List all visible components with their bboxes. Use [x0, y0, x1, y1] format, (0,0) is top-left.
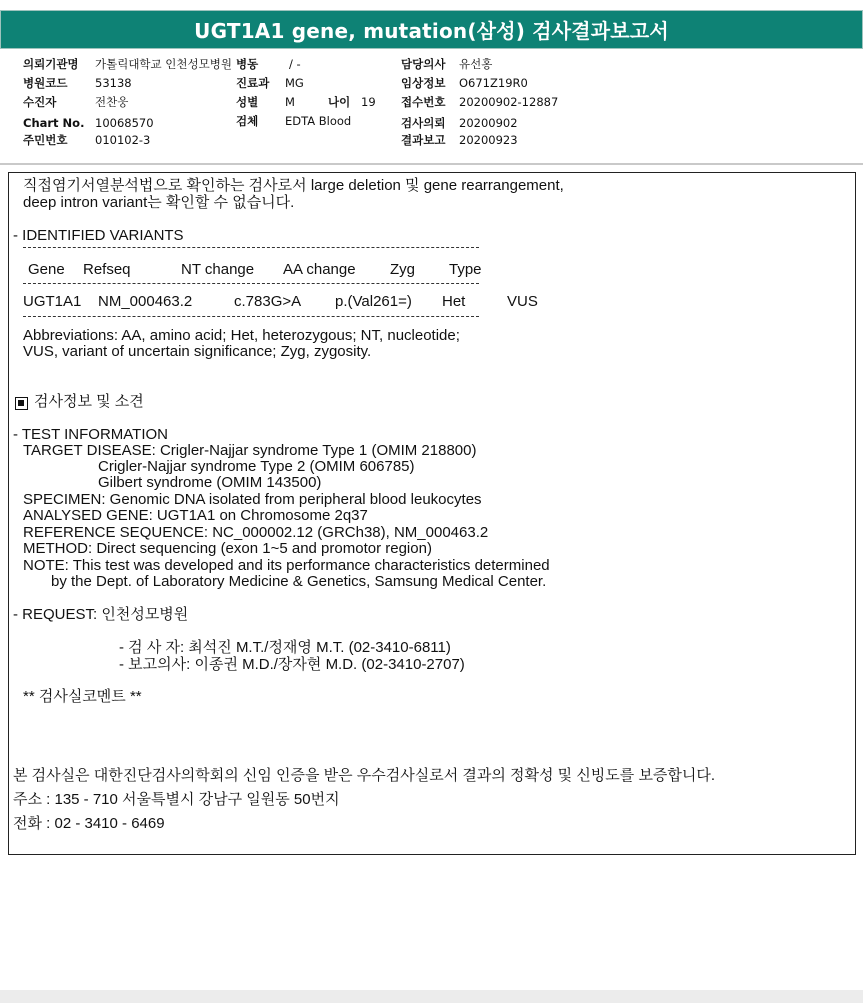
section-heading: 검사정보 및 소견	[34, 393, 144, 410]
age-label: 나이	[328, 95, 351, 109]
age-value: 19	[361, 95, 376, 109]
bottom-bar	[0, 990, 863, 1003]
variant-zyg: Het	[442, 293, 466, 310]
ssn-label: 주민번호	[23, 133, 68, 147]
variant-aa-change: p.(Val261=)	[335, 293, 412, 310]
patient-label: 수진자	[23, 95, 57, 109]
analysed-gene-line: ANALYSED GENE: UGT1A1 on Chromosome 2q37	[23, 507, 368, 524]
col-refseq: Refseq	[83, 261, 131, 278]
test-information-heading: - TEST INFORMATION	[13, 426, 169, 443]
report-title-bar	[0, 10, 863, 49]
doctor-value: 유선홍	[459, 57, 493, 71]
report-date-label: 결과보고	[401, 133, 446, 147]
abbreviations-line-1: Abbreviations: AA, amino acid; Het, heterozygous; NT, nucleotide;	[23, 327, 460, 344]
hospital-code-label: 병원코드	[23, 76, 68, 90]
sex-label: 성별	[236, 95, 259, 109]
target-disease-line-2: Crigler-Najjar syndrome Type 2 (OMIM 606785)	[98, 458, 415, 475]
request-date-label: 검사의뢰	[401, 116, 446, 130]
clinical-info-value: O671Z19R0	[459, 76, 528, 90]
ward-value: / -	[289, 57, 301, 71]
ssn-value: 010102-3	[95, 133, 151, 147]
dept-label: 진료과	[236, 76, 270, 90]
target-disease-line-1: TARGET DISEASE: Crigler-Najjar syndrome Type 1 (OMIM 218800)	[23, 442, 477, 459]
dept-value: MG	[285, 76, 304, 90]
reporter-line: - 보고의사: 이종권 M.D./장자현 M.D. (02-3410-2707)	[119, 656, 465, 673]
variant-nt-change: c.783G>A	[234, 293, 302, 310]
intro-line-1: 직접염기서열분석법으로 확인하는 검사로서 large deletion 및 gene rearrangement,	[23, 177, 564, 194]
report-body	[8, 172, 856, 855]
chart-no-label: Chart No.	[23, 116, 85, 130]
reference-sequence-line: REFERENCE SEQUENCE: NC_000002.12 (GRCh38), NM_000463.2	[23, 524, 489, 541]
specimen-label: 검체	[236, 114, 259, 128]
lab-comment-heading: ** 검사실코멘트 **	[23, 688, 142, 705]
col-zyg: Zyg	[390, 261, 416, 278]
note-line-1: NOTE: This test was developed and its performance characteristics determined	[23, 557, 550, 574]
address-line: 주소 : 135 - 710 서울특별시 강남구 일원동 50번지	[13, 791, 340, 808]
certification-line: 본 검사실은 대한진단검사의학회의 신임 인증을 받은 우수검사실로서 결과의 정확성 및 신빙도를 보증합니다.	[13, 767, 716, 784]
request-line: - REQUEST: 인천성모병원	[13, 606, 189, 623]
variant-refseq: NM_000463.2	[98, 293, 193, 310]
header-divider	[0, 163, 863, 165]
col-aa-change: AA change	[283, 261, 356, 278]
variant-type: VUS	[507, 293, 538, 310]
clinical-info-label: 임상정보	[401, 76, 446, 90]
report-title: UGT1A1 gene, mutation(삼성) 검사결과보고서	[194, 19, 669, 43]
section-square-icon	[15, 397, 28, 410]
hospital-code-value: 53138	[95, 76, 132, 90]
variant-gene: UGT1A1	[23, 293, 82, 310]
abbreviations-line-2: VUS, variant of uncertain significance; Zyg, zygosity.	[23, 343, 372, 360]
specimen-value: EDTA Blood	[285, 114, 352, 128]
doctor-label: 담당의사	[401, 57, 446, 71]
report-date-value: 20200923	[459, 133, 518, 147]
target-disease-line-3: Gilbert syndrome (OMIM 143500)	[98, 474, 322, 491]
intro-line-2: deep intron variant는 확인할 수 없습니다.	[23, 194, 295, 211]
tester-line: - 검 사 자: 최석진 M.T./정재영 M.T. (02-3410-6811)	[119, 639, 451, 656]
ward-label: 병동	[236, 57, 259, 71]
institution-label: 의뢰기관명	[23, 57, 79, 71]
method-line: METHOD: Direct sequencing (exon 1~5 and promotor region)	[23, 540, 432, 557]
divider	[23, 316, 479, 317]
identified-variants-heading: - IDENTIFIED VARIANTS	[13, 227, 184, 244]
specimen-line: SPECIMEN: Genomic DNA isolated from peripheral blood leukocytes	[23, 491, 482, 508]
col-type: Type	[449, 261, 482, 278]
col-nt-change: NT change	[181, 261, 255, 278]
institution-value: 가톨릭대학교 인천성모병원	[95, 57, 232, 71]
divider	[23, 247, 479, 248]
patient-value: 전찬웅	[95, 95, 129, 109]
receipt-label: 접수번호	[401, 95, 446, 109]
request-date-value: 20200902	[459, 116, 518, 130]
sex-value: M	[285, 95, 295, 109]
note-line-2: by the Dept. of Laboratory Medicine & Genetics, Samsung Medical Center.	[51, 573, 547, 590]
phone-line: 전화 : 02 - 3410 - 6469	[13, 815, 165, 832]
chart-no-value: 10068570	[95, 116, 154, 130]
receipt-value: 20200902-12887	[459, 95, 559, 109]
col-gene: Gene	[28, 261, 65, 278]
divider	[23, 283, 479, 284]
